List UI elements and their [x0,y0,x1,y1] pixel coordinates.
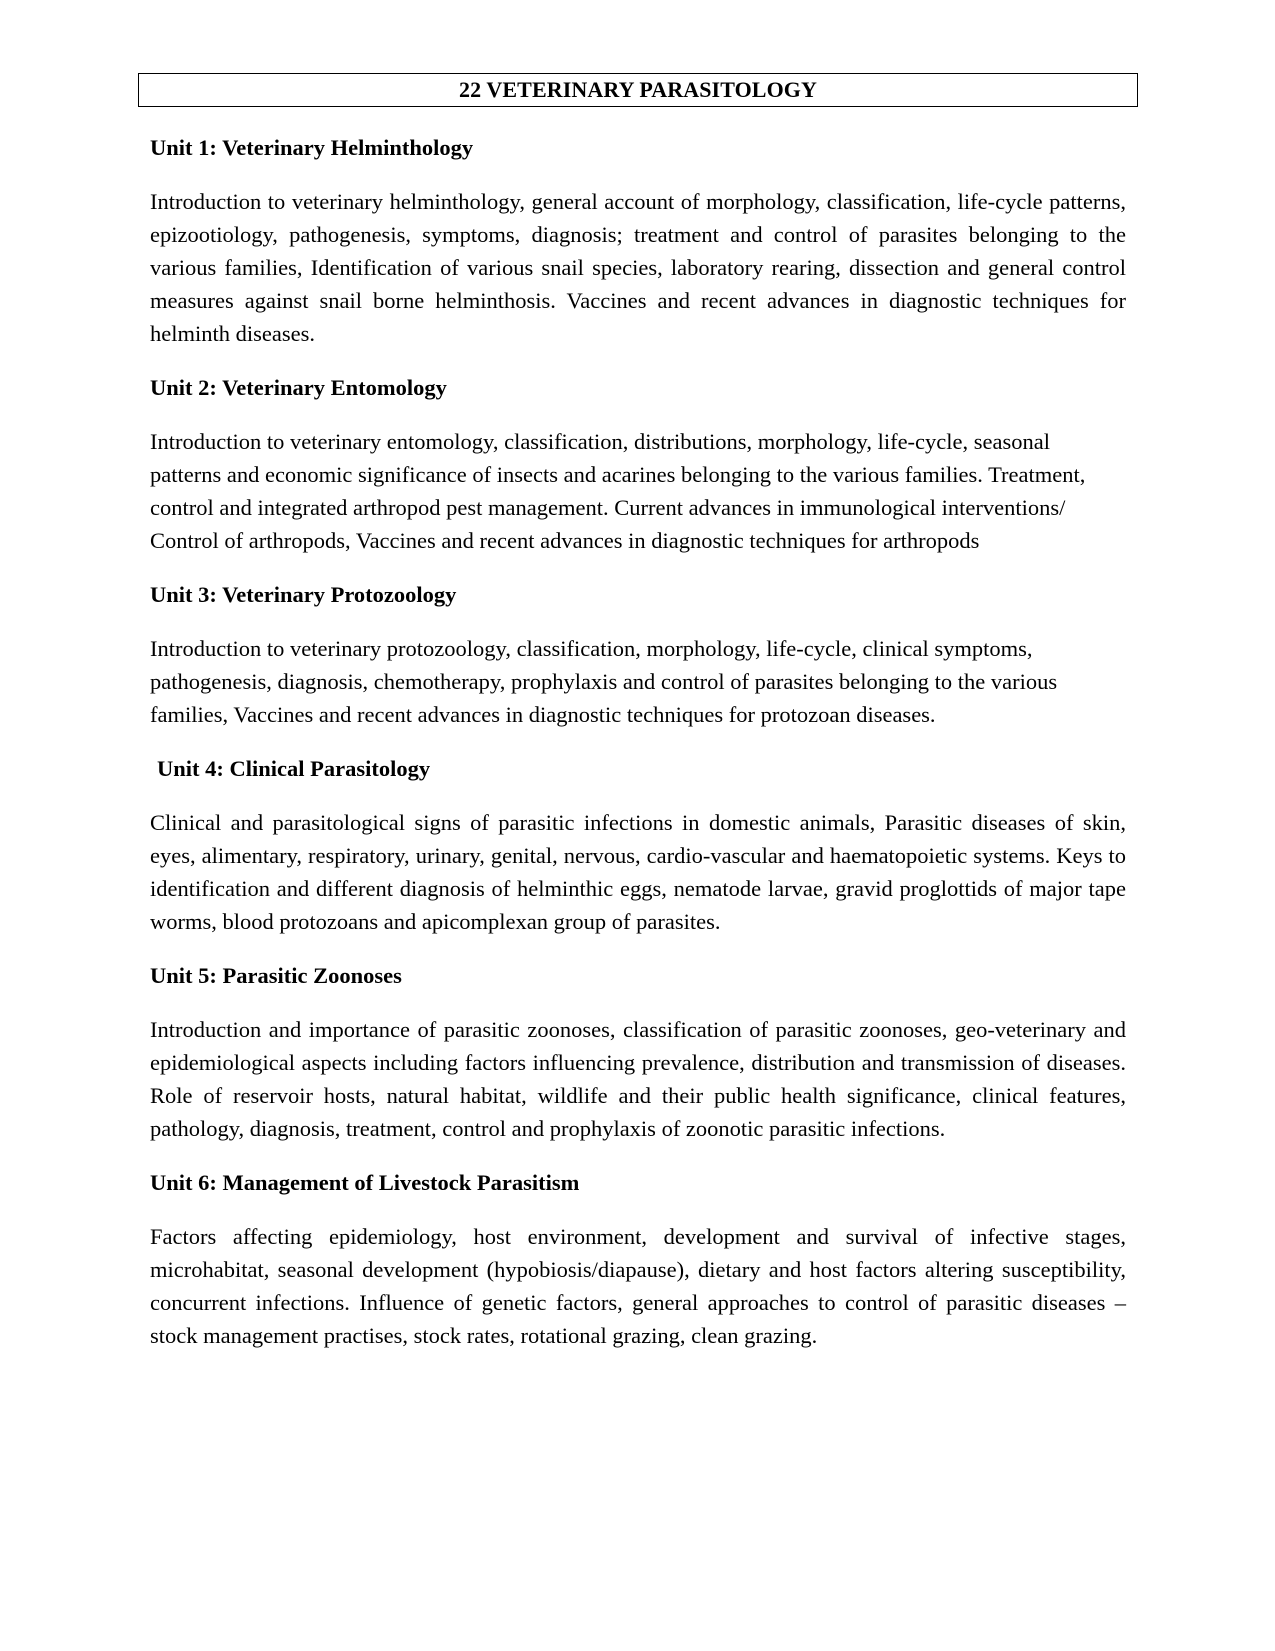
syllabus-content [150,131,1126,1373]
unit-heading: Unit 5: Parasitic Zoonoses [150,963,402,988]
unit-description: Introduction to veterinary protozoology, classification, morphology, life-cycle, clinical symptoms, pathogenesis, diagnosis, chemotherapy, prophylaxis and control of parasites belonging to the various families, Vaccines and recent advances in diagnostic techniques for protozoan diseases. [150,636,1058,727]
unit-section [150,371,1126,557]
unit-heading: Unit 1: Veterinary Helminthology [150,135,474,160]
unit-section [150,578,1126,731]
unit-description: Introduction to veterinary helminthology, general account of morphology, classification, life-cycle patterns, epizootiology, pathogenesis, symptoms, diagnosis; treatment and control of parasites belonging to the various families, Identification of various snail species, laboratory rearing, dissection and general control measures against snail borne helminthosis. Vaccines and recent advances in diagnostic techniques for helminth diseases. [150,189,1126,346]
unit-description: Factors affecting epidemiology, host environment, development and survival of infective stages, microhabitat, seasonal development (hypobiosis/diapause), dietary and host factors altering susceptibility, concurrent infections. Influence of genetic factors, general approaches to control of parasitic diseases – stock management practises, stock rates, rotational grazing, clean grazing. [150,1224,1126,1348]
unit-heading: Unit 6: Management of Livestock Parasitism [150,1170,580,1195]
unit-section [150,131,1126,350]
unit-heading: Unit 3: Veterinary Protozoology [150,582,457,607]
unit-section [150,1166,1126,1352]
unit-heading: Unit 2: Veterinary Entomology [150,375,447,400]
unit-description: Clinical and parasitological signs of parasitic infections in domestic animals, Parasitic diseases of skin, eyes, alimentary, respiratory, urinary, genital, nervous, cardio-vascular and haematopoietic systems. Keys to identification and different diagnosis of helminthic eggs, nematode larvae, gravid proglottids of major tape worms, blood protozoans and apicomplexan group of parasites. [150,810,1126,934]
unit-section [150,959,1126,1145]
unit-section [150,752,1126,938]
unit-heading: Unit 4: Clinical Parasitology [157,756,431,781]
page-title: 22 VETERINARY PARASITOLOGY [138,73,1138,107]
unit-description: Introduction to veterinary entomology, classification, distributions, morphology, life-cycle, seasonal patterns and economic significance of insects and acarines belonging to the various families. Treatment, control and integrated arthropod pest management. Current advances in immunological interventions/ Control of arthropods, Vaccines and recent advances in diagnostic techniques for arthropods [150,429,1086,553]
unit-description: Introduction and importance of parasitic zoonoses, classification of parasitic zoonoses, geo-veterinary and epidemiological aspects including factors influencing prevalence, distribution and transmission of diseases. Role of reservoir hosts, natural habitat, wildlife and their public health significance, clinical features, pathology, diagnosis, treatment, control and prophylaxis of zoonotic parasitic infections. [150,1017,1126,1141]
